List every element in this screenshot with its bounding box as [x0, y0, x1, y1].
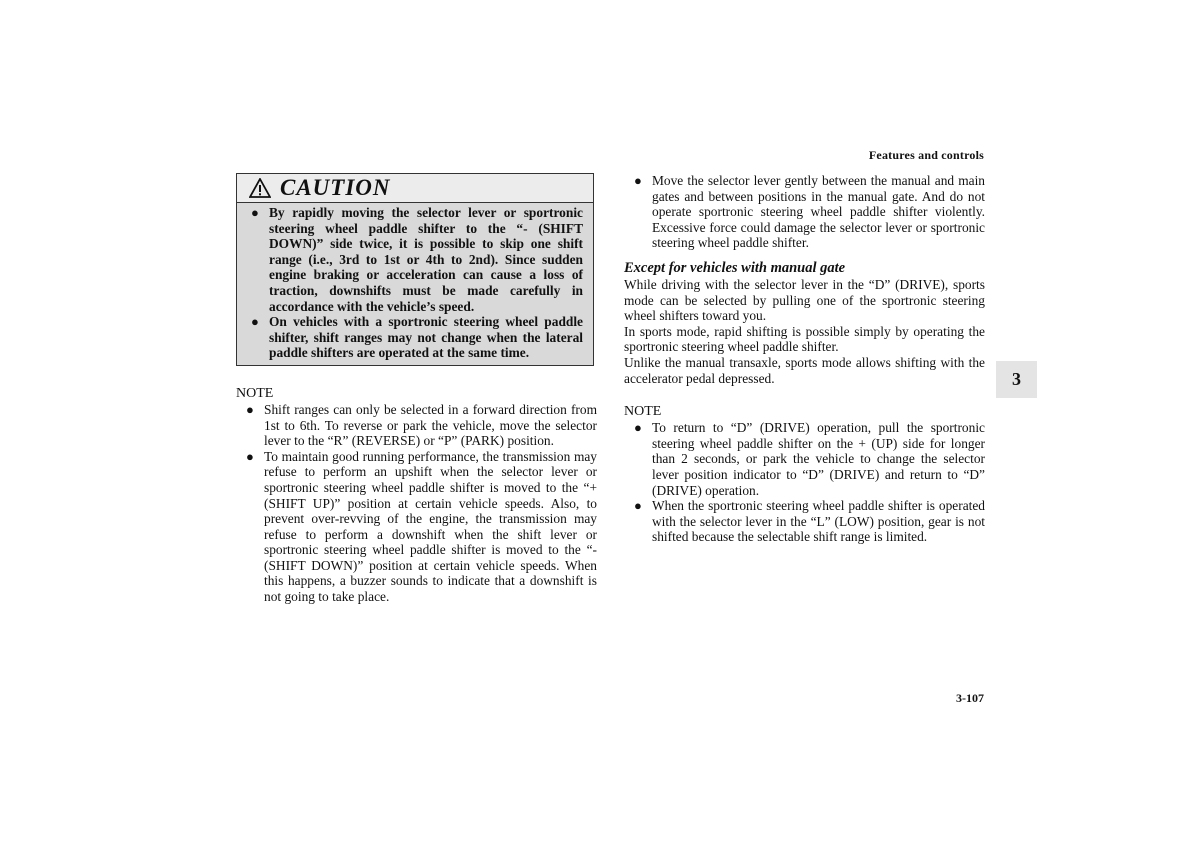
note-item-text: To maintain good running performance, the transmission may refuse to perform an upshift when the selector lever or sportronic steering wheel paddle shifter is moved to the “+ (SHIFT UP)” position at certain vehicle speeds. Also, to prevent over-revving of the engine, the transmission may refuse to perform a downshift when the shift lever or sportronic steering wheel paddle shifter is moved to the “- (SHIFT DOWN)” position at certain vehicle speeds. When this happens, a buzzer sounds to indicate that a downshift is not going to take place.: [264, 448, 597, 605]
note-label: NOTE: [236, 385, 274, 401]
note-item: [624, 420, 985, 498]
page-number: 3-107: [956, 691, 984, 705]
list-item: [624, 173, 985, 251]
note-list: [236, 402, 597, 605]
paragraph: While driving with the selector lever in the “D” (DRIVE), sports mode can be selected by pulling one of the sportronic steering wheel shifters toward you.: [624, 276, 985, 324]
selector-lever-bullet: [624, 173, 985, 251]
caution-item-text: On vehicles with a sportronic steering wheel paddle shifter, shift ranges may not change when the lateral paddle shifters are operated at the same time.: [269, 314, 583, 361]
note-item-text: Shift ranges can only be selected in a forward direction from 1st to 6th. To reverse or park the vehicle, move the selector lever to the “R” (REVERSE) or “P” (PARK) position.: [264, 401, 597, 449]
note-item: [624, 498, 985, 545]
note-label: NOTE: [624, 404, 662, 420]
warning-triangle-icon: [249, 178, 271, 198]
note-item: [246, 402, 597, 449]
section-header: Features and controls: [868, 148, 984, 162]
list-item-text: Move the selector lever gently between the manual and main gates and between positions in the manual gate. And do not operate sportronic steering wheel paddle shifter violently. Excessive force could damage the selector lever or sportronic steering wheel paddle shifter.: [652, 173, 985, 251]
chapter-tab: 3: [996, 361, 1037, 398]
note-item-text: To return to “D” (DRIVE) operation, pull the sportronic steering wheel paddle shifter on the + (UP) side for longer than 2 seconds, or park the vehicle to change the selector lever position indicator to “D” (DRIVE) and return to “D” (DRIVE) operation.: [652, 420, 985, 498]
note-list: [624, 420, 985, 545]
left-column: [236, 173, 597, 605]
section-heading: Except for vehicles with manual gate: [624, 259, 846, 276]
bullet-icon: ●: [246, 448, 254, 464]
bullet-icon: ●: [634, 173, 642, 188]
caution-title: CAUTION: [280, 175, 391, 201]
bullet-icon: ●: [251, 205, 259, 220]
note-item-text: When the sportronic steering wheel paddle shifter is operated with the selector lever in the “L” (LOW) position, gear is not shifted because the selectable shift range is limited.: [652, 498, 985, 545]
paragraph: Unlike the manual transaxle, sports mode allows shifting with the accelerator pedal depressed.: [624, 354, 985, 386]
note-item: [246, 449, 597, 605]
caution-item: [251, 205, 583, 314]
bullet-icon: ●: [246, 401, 254, 417]
bullet-icon: ●: [634, 420, 642, 436]
right-column: [624, 173, 985, 545]
caution-box: [236, 173, 594, 366]
paragraph: In sports mode, rapid shifting is possible simply by operating the sportronic steering wheel paddle shifter.: [624, 323, 985, 355]
bullet-icon: ●: [634, 498, 642, 514]
caution-item-text: By rapidly moving the selector lever or sportronic steering wheel paddle shifter to the “- (SHIFT DOWN)” side twice, it is possible to skip one shift range (i.e., 3rd to 1st or 4th to 2nd). Since sudden engine braking or acceleration can cause a loss of traction, downshifts must be made carefully in accordance with the vehicle’s speed.: [269, 205, 583, 314]
caution-item: [251, 314, 583, 361]
bullet-icon: ●: [251, 314, 259, 330]
caution-body: [237, 203, 593, 365]
caution-header: [237, 174, 593, 203]
